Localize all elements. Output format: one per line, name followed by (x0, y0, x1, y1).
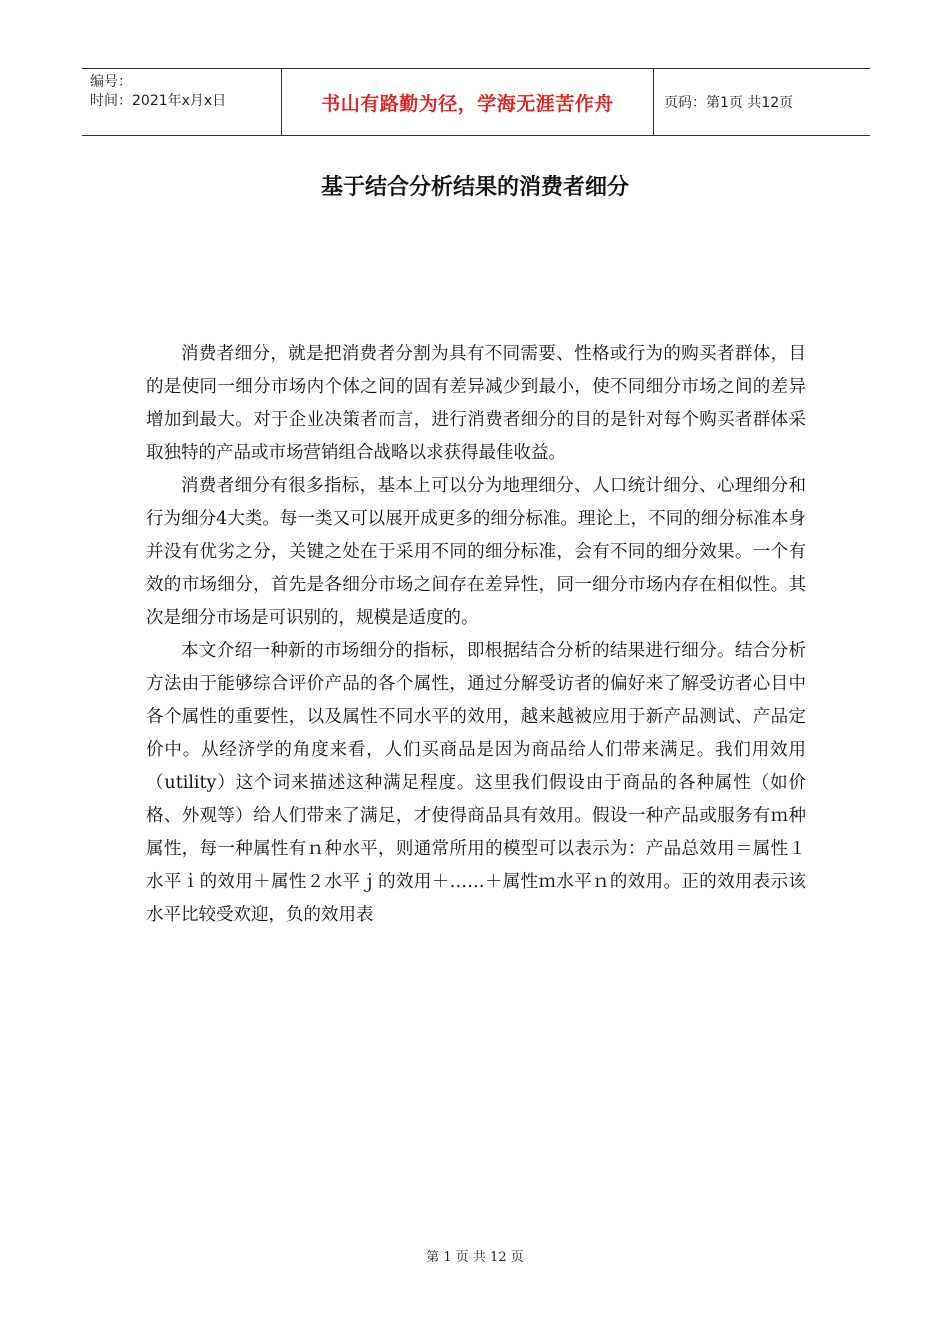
paragraph: 消费者细分，就是把消费者分割为具有不同需要、性格或行为的购买者群体，目的是使同一细分市场内个体之间的固有差异减少到最小，使不同细分市场之间的差异增加到最大。对于企业决策者而言，进行消费者细分的目的是针对每个购买者群体采取独特的产品或市场营销组合战略以求获得最佳收益。 (146, 344, 806, 463)
header-motto-cell (282, 69, 654, 135)
header-meta-cell (82, 69, 282, 135)
header-page-cell (654, 69, 870, 135)
header-table (82, 68, 870, 136)
document-title: 基于结合分析结果的消费者细分 (320, 175, 629, 200)
page-footer: 第 1 页 共 12 页 (426, 1250, 524, 1265)
document-body (146, 338, 806, 932)
date-label: 时间：2021年x月x日 (90, 93, 227, 109)
paragraph: 本文介绍一种新的市场细分的指标，即根据结合分析的结果进行细分。结合分析方法由于能够综合评价产品的各个属性，通过分解受访者的偏好来了解受访者心目中各个属性的重要性，以及属性不同水平的效用，越来越被应用于新产品测试、产品定价中。从经济学的角度来看，人们买商品是因为商品给人们带来满足。我们用效用（utility）这个词来描述这种满足程度。这里我们假设由于商品的各种属性（如价格、外观等）给人们带来了满足，才使得商品具有效用。假设一种产品或服务有ｍ种属性，每一种属性有ｎ种水平，则通常所用的模型可以表示为：产品总效用＝属性１水平ｉ的效用＋属性２水平ｊ的效用＋……＋属性ｍ水平ｎ的效用。正的效用表示该水平比较受欢迎，负的效用表 (146, 641, 806, 925)
serial-number-label: 编号： (90, 74, 132, 90)
paragraph: 消费者细分有很多指标，基本上可以分为地理细分、人口统计细分、心理细分和行为细分4大类。每一类又可以展开成更多的细分标准。理论上，不同的细分标准本身并没有优劣之分，关键之处在于采用不同的细分标准，会有不同的细分效果。一个有效的市场细分，首先是各细分市场之间存在差异性，同一细分市场内存在相似性。其次是细分市场是可识别的，规模是适度的。 (146, 476, 806, 628)
page-info: 页码：第1页 共12页 (664, 95, 794, 111)
motto-text: 书山有路勤为径，学海无涯苦作舟 (321, 92, 614, 115)
